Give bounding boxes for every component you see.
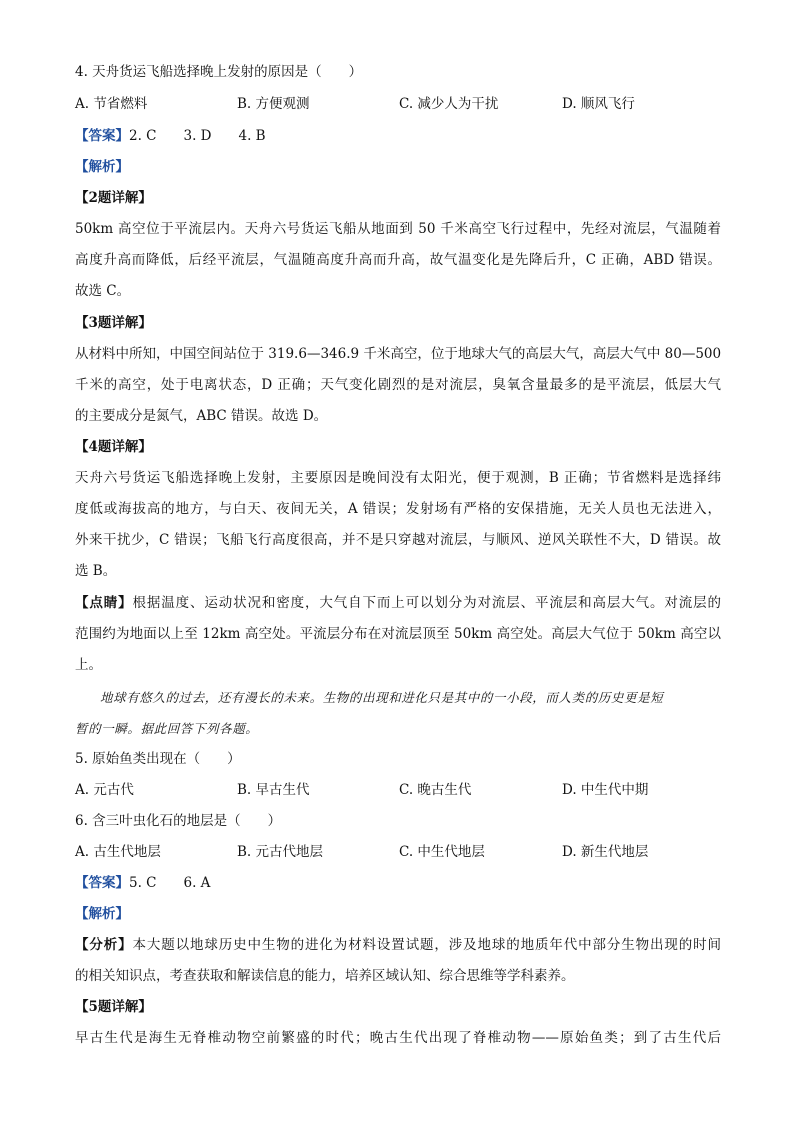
detail-3-line: 的主要成分是氮气，ABC 错误。故选 D。	[75, 408, 328, 424]
detail-5-line: 早古生代是海生无脊椎动物空前繁盛的时代；晚古生代出现了脊椎动物——原始鱼类；到了古生代后	[75, 1030, 721, 1046]
detail-2-title: 【2题详解】	[75, 190, 152, 206]
detail-3-line: 从材料中所知，中国空间站位于 319.6—346.9 千米高空，位于地球大气的高层大气，高层大气中 80—500	[75, 346, 722, 362]
detail-2-line: 故选 C。	[75, 283, 131, 299]
analysis-label-1: 【解析】	[75, 159, 129, 175]
key-point-line: 范围约为地面以上至 12km 高空处。平流层分布在对流层顶至 50km 高空处。高层大气位于 50km 高空以	[75, 626, 721, 642]
question-4-option-d: D. 顺风飞行	[562, 96, 635, 112]
detail-3-line: 千米的高空，处于电离状态，D 正确；天气变化剧烈的是对流层，臭氧含量最多的是平流层，低层大气	[75, 377, 721, 393]
detail-4-line: 外来干扰少，C 错误；飞船飞行高度很高，并不是只穿越对流层，与顺风、逆风关联性不大，D 错误。故	[75, 532, 721, 548]
question-6-option-b: B. 元古代地层	[237, 844, 324, 860]
analysis-section-label: 【分析】	[75, 937, 133, 953]
answer-label: 【答案】	[75, 875, 129, 891]
key-point-text: 根据温度、运动状况和密度，大气自下而上可以划分为对流层、平流层和高层大气。对流层的	[132, 595, 721, 611]
question-5-stem: 5. 原始鱼类出现在（ ）	[75, 751, 241, 767]
material-line: 暂的一瞬。据此回答下列各题。	[75, 721, 259, 736]
answer-values: 2. C 3. D 4. B	[129, 128, 266, 144]
analysis-label-2: 【解析】	[75, 906, 129, 922]
answer-line-1	[75, 126, 266, 146]
analysis-text: 本大题以地球历史中生物的进化为材料设置试题，涉及地球的地质年代中部分生物出现的时间	[132, 937, 721, 953]
key-point-label: 【点睛】	[75, 595, 133, 611]
question-5-option-a: A. 元古代	[75, 782, 134, 798]
question-5-option-d: D. 中生代中期	[562, 782, 649, 798]
material-line: 地球有悠久的过去，还有漫长的未来。生物的出现和进化只是其中的一小段，而人类的历史更是短	[100, 690, 664, 705]
question-5-option-c: C. 晚古生代	[399, 782, 472, 798]
question-4-option-c: C. 减少人为干扰	[399, 96, 499, 112]
detail-4-line: 天舟六号货运飞船选择晚上发射，主要原因是晚间没有太阳光，便于观测，B 正确；节省燃料是选择纬	[75, 470, 721, 486]
detail-4-title: 【4题详解】	[75, 439, 152, 455]
detail-2-line: 高度升高而降低，后经平流层，气温随高度升高而升高，故气温变化是先降后升，C 正确，ABD 错误。	[75, 252, 721, 268]
question-6-option-c: C. 中生代地层	[399, 844, 485, 860]
key-point-line: 上。	[75, 657, 102, 673]
answer-line-2	[75, 873, 210, 893]
question-5-option-b: B. 早古生代	[237, 782, 310, 798]
detail-4-line: 选 B。	[75, 563, 117, 579]
detail-3-title: 【3题详解】	[75, 315, 152, 331]
detail-2-line: 50km 高空位于平流层内。天舟六号货运飞船从地面到 50 千米高空飞行过程中，先经对流层，气温随着	[75, 221, 721, 237]
detail-4-line: 度低或海拔高的地方，与白天、夜间无关，A 错误；发射场有严格的安保措施，无关人员也无法进入，	[75, 501, 721, 517]
question-6-option-a: A. 古生代地层	[75, 844, 161, 860]
question-6-option-d: D. 新生代地层	[562, 844, 649, 860]
answer-label: 【答案】	[75, 128, 129, 144]
key-point-line	[75, 593, 721, 613]
analysis-line: 的相关知识点，考查获取和解读信息的能力，培养区域认知、综合思维等学科素养。	[75, 968, 575, 984]
question-4-stem: 4. 天舟货运飞船选择晚上发射的原因是（ ）	[75, 64, 363, 80]
detail-5-title: 【5题详解】	[75, 999, 152, 1015]
question-6-stem: 6. 含三叶虫化石的地层是（ ）	[75, 813, 282, 829]
answer-values: 5. C 6. A	[129, 875, 211, 891]
question-4-option-a: A. 节省燃料	[75, 96, 148, 112]
question-4-option-b: B. 方便观测	[237, 96, 310, 112]
analysis-line	[75, 935, 721, 955]
